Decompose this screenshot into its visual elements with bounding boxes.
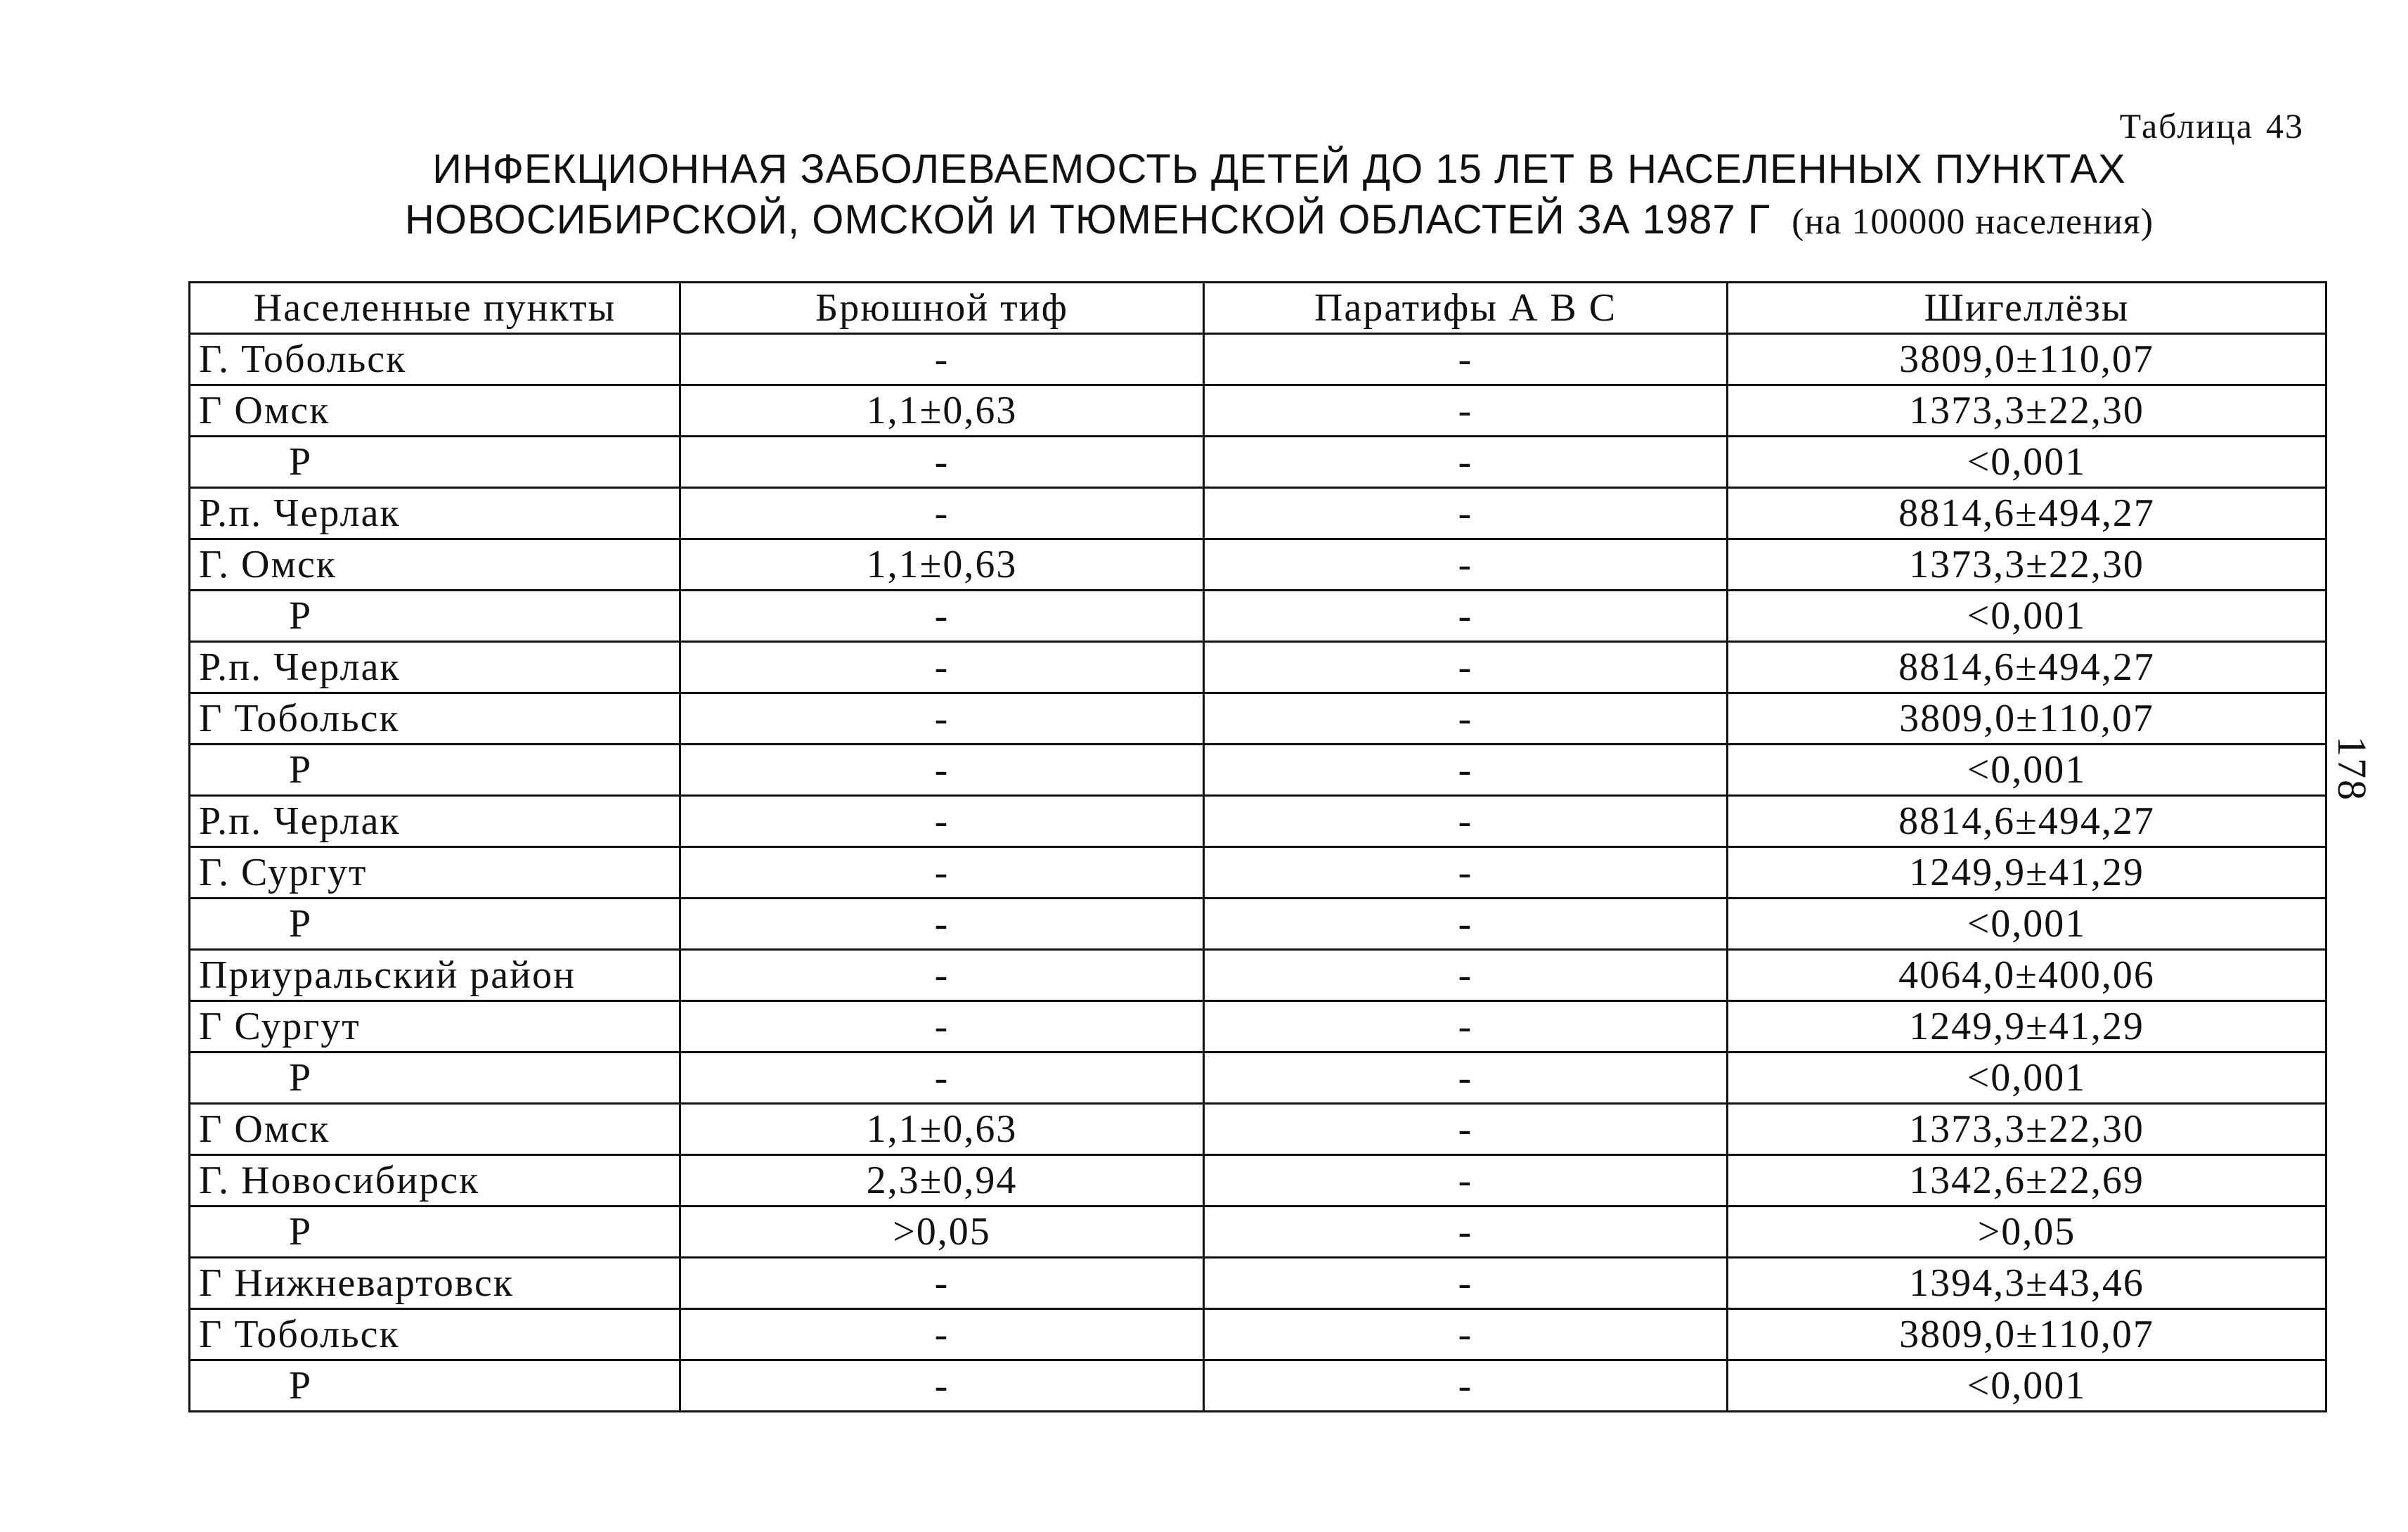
paratyphoid-cell: - bbox=[1204, 1360, 1728, 1412]
table-label bbox=[2107, 105, 2304, 146]
page-number: 178 bbox=[2329, 736, 2375, 802]
paratyphoid-cell: - bbox=[1204, 796, 1728, 847]
typhoid-cell: - bbox=[680, 591, 1204, 642]
place-cell: Р bbox=[190, 745, 680, 796]
typhoid-cell: 2,3±0,94 bbox=[680, 1155, 1204, 1206]
shigellosis-cell: <0,001 bbox=[1728, 591, 2326, 642]
typhoid-cell: - bbox=[680, 1309, 1204, 1360]
shigellosis-cell: 3809,0±110,07 bbox=[1728, 1309, 2326, 1360]
paratyphoid-cell: - bbox=[1204, 1155, 1728, 1206]
shigellosis-cell: <0,001 bbox=[1728, 745, 2326, 796]
table-row bbox=[190, 385, 2326, 437]
place-cell: Г Нижневартовск bbox=[190, 1258, 680, 1309]
place-cell: Р bbox=[190, 437, 680, 488]
place-cell: Р.п. Черлак bbox=[190, 488, 680, 539]
table-header bbox=[190, 283, 2326, 334]
paratyphoid-cell: - bbox=[1204, 539, 1728, 591]
table-row bbox=[190, 437, 2326, 488]
table-label-text: Таблица bbox=[2119, 106, 2253, 146]
typhoid-cell: - bbox=[680, 950, 1204, 1001]
paratyphoid-cell: - bbox=[1204, 1104, 1728, 1155]
shigellosis-cell: 1249,9±41,29 bbox=[1728, 847, 2326, 899]
place-cell: Р bbox=[190, 1360, 680, 1412]
table-row bbox=[190, 796, 2326, 847]
title-note: (на 100000 населения) bbox=[1792, 202, 2154, 242]
typhoid-cell: - bbox=[680, 847, 1204, 899]
paratyphoid-cell: - bbox=[1204, 488, 1728, 539]
table-body bbox=[190, 334, 2326, 1412]
shigellosis-cell: 3809,0±110,07 bbox=[1728, 693, 2326, 745]
shigellosis-cell: 1342,6±22,69 bbox=[1728, 1155, 2326, 1206]
typhoid-cell: 1,1±0,63 bbox=[680, 1104, 1204, 1155]
table-row bbox=[190, 847, 2326, 899]
place-cell: Г. Тобольск bbox=[190, 334, 680, 385]
paratyphoid-cell: - bbox=[1204, 334, 1728, 385]
title-line-2 bbox=[309, 195, 2249, 247]
shigellosis-cell: 1373,3±22,30 bbox=[1728, 385, 2326, 437]
place-cell: Р bbox=[190, 1206, 680, 1258]
paratyphoid-cell: - bbox=[1204, 950, 1728, 1001]
typhoid-cell: - bbox=[680, 1258, 1204, 1309]
typhoid-cell: - bbox=[680, 796, 1204, 847]
place-cell: Р.п. Черлак bbox=[190, 796, 680, 847]
table-row bbox=[190, 1206, 2326, 1258]
table-row bbox=[190, 1360, 2326, 1412]
table-row bbox=[190, 1309, 2326, 1360]
place-cell: Р bbox=[190, 591, 680, 642]
place-cell: Г Омск bbox=[190, 385, 680, 437]
table-row bbox=[190, 1155, 2326, 1206]
typhoid-cell: >0,05 bbox=[680, 1206, 1204, 1258]
column-header-shigellosis: Шигеллёзы bbox=[1728, 283, 2326, 334]
incidence-table bbox=[188, 281, 2327, 1412]
shigellosis-cell: 1249,9±41,29 bbox=[1728, 1001, 2326, 1053]
shigellosis-cell: 4064,0±400,06 bbox=[1728, 950, 2326, 1001]
typhoid-cell: - bbox=[680, 1053, 1204, 1104]
paratyphoid-cell: - bbox=[1204, 1309, 1728, 1360]
table-row bbox=[190, 950, 2326, 1001]
paratyphoid-cell: - bbox=[1204, 1206, 1728, 1258]
column-header-typhoid: Брюшной тиф bbox=[680, 283, 1204, 334]
place-cell: Г Тобольск bbox=[190, 693, 680, 745]
table-row bbox=[190, 1258, 2326, 1309]
typhoid-cell: 1,1±0,63 bbox=[680, 539, 1204, 591]
shigellosis-cell: 3809,0±110,07 bbox=[1728, 334, 2326, 385]
column-header-places: Населенные пункты bbox=[190, 283, 680, 334]
title-line-2-text: НОВОСИБИРСКОЙ, ОМСКОЙ И ТЮМЕНСКОЙ ОБЛАСТЕЙ ЗА 1987 Г bbox=[404, 197, 1771, 243]
column-header-paratyphoid: Паратифы А В С bbox=[1204, 283, 1728, 334]
paratyphoid-cell: - bbox=[1204, 899, 1728, 950]
place-cell: Г. Омск bbox=[190, 539, 680, 591]
table-row bbox=[190, 334, 2326, 385]
paratyphoid-cell: - bbox=[1204, 437, 1728, 488]
place-cell: Г Омск bbox=[190, 1104, 680, 1155]
paratyphoid-cell: - bbox=[1204, 693, 1728, 745]
title-line-1: ИНФЕКЦИОННАЯ ЗАБОЛЕВАЕМОСТЬ ДЕТЕЙ ДО 15 ЛЕТ В НАСЕЛЕННЫХ ПУНКТАХ bbox=[432, 146, 2126, 192]
table-row bbox=[190, 488, 2326, 539]
table-title bbox=[309, 144, 2249, 247]
table-row bbox=[190, 1053, 2326, 1104]
shigellosis-cell: 1373,3±22,30 bbox=[1728, 1104, 2326, 1155]
place-cell: Г. Новосибирск bbox=[190, 1155, 680, 1206]
table-row bbox=[190, 693, 2326, 745]
paratyphoid-cell: - bbox=[1204, 642, 1728, 693]
typhoid-cell: - bbox=[680, 642, 1204, 693]
table-row bbox=[190, 591, 2326, 642]
shigellosis-cell: <0,001 bbox=[1728, 1053, 2326, 1104]
shigellosis-cell: 1373,3±22,30 bbox=[1728, 539, 2326, 591]
typhoid-cell: - bbox=[680, 899, 1204, 950]
table-row bbox=[190, 899, 2326, 950]
place-cell: Р.п. Черлак bbox=[190, 642, 680, 693]
paratyphoid-cell: - bbox=[1204, 591, 1728, 642]
shigellosis-cell: <0,001 bbox=[1728, 899, 2326, 950]
place-cell: Г. Сургут bbox=[190, 847, 680, 899]
shigellosis-cell: 8814,6±494,27 bbox=[1728, 796, 2326, 847]
place-cell: Р bbox=[190, 1053, 680, 1104]
typhoid-cell: - bbox=[680, 437, 1204, 488]
paratyphoid-cell: - bbox=[1204, 745, 1728, 796]
paratyphoid-cell: - bbox=[1204, 385, 1728, 437]
shigellosis-cell: >0,05 bbox=[1728, 1206, 2326, 1258]
paratyphoid-cell: - bbox=[1204, 1001, 1728, 1053]
typhoid-cell: - bbox=[680, 334, 1204, 385]
shigellosis-cell: <0,001 bbox=[1728, 1360, 2326, 1412]
typhoid-cell: 1,1±0,63 bbox=[680, 385, 1204, 437]
paratyphoid-cell: - bbox=[1204, 847, 1728, 899]
typhoid-cell: - bbox=[680, 1001, 1204, 1053]
shigellosis-cell: 1394,3±43,46 bbox=[1728, 1258, 2326, 1309]
table-row bbox=[190, 642, 2326, 693]
typhoid-cell: - bbox=[680, 745, 1204, 796]
shigellosis-cell: 8814,6±494,27 bbox=[1728, 642, 2326, 693]
place-cell: Г Сургут bbox=[190, 1001, 680, 1053]
table-number: 43 bbox=[2266, 106, 2304, 146]
typhoid-cell: - bbox=[680, 488, 1204, 539]
shigellosis-cell: <0,001 bbox=[1728, 437, 2326, 488]
table-row bbox=[190, 1001, 2326, 1053]
typhoid-cell: - bbox=[680, 693, 1204, 745]
paratyphoid-cell: - bbox=[1204, 1053, 1728, 1104]
shigellosis-cell: 8814,6±494,27 bbox=[1728, 488, 2326, 539]
table-row bbox=[190, 745, 2326, 796]
paratyphoid-cell: - bbox=[1204, 1258, 1728, 1309]
place-cell: Г Тобольск bbox=[190, 1309, 680, 1360]
place-cell: Приуральский район bbox=[190, 950, 680, 1001]
table-row bbox=[190, 539, 2326, 591]
table-row bbox=[190, 1104, 2326, 1155]
place-cell: Р bbox=[190, 899, 680, 950]
header-row bbox=[190, 283, 2326, 334]
typhoid-cell: - bbox=[680, 1360, 1204, 1412]
